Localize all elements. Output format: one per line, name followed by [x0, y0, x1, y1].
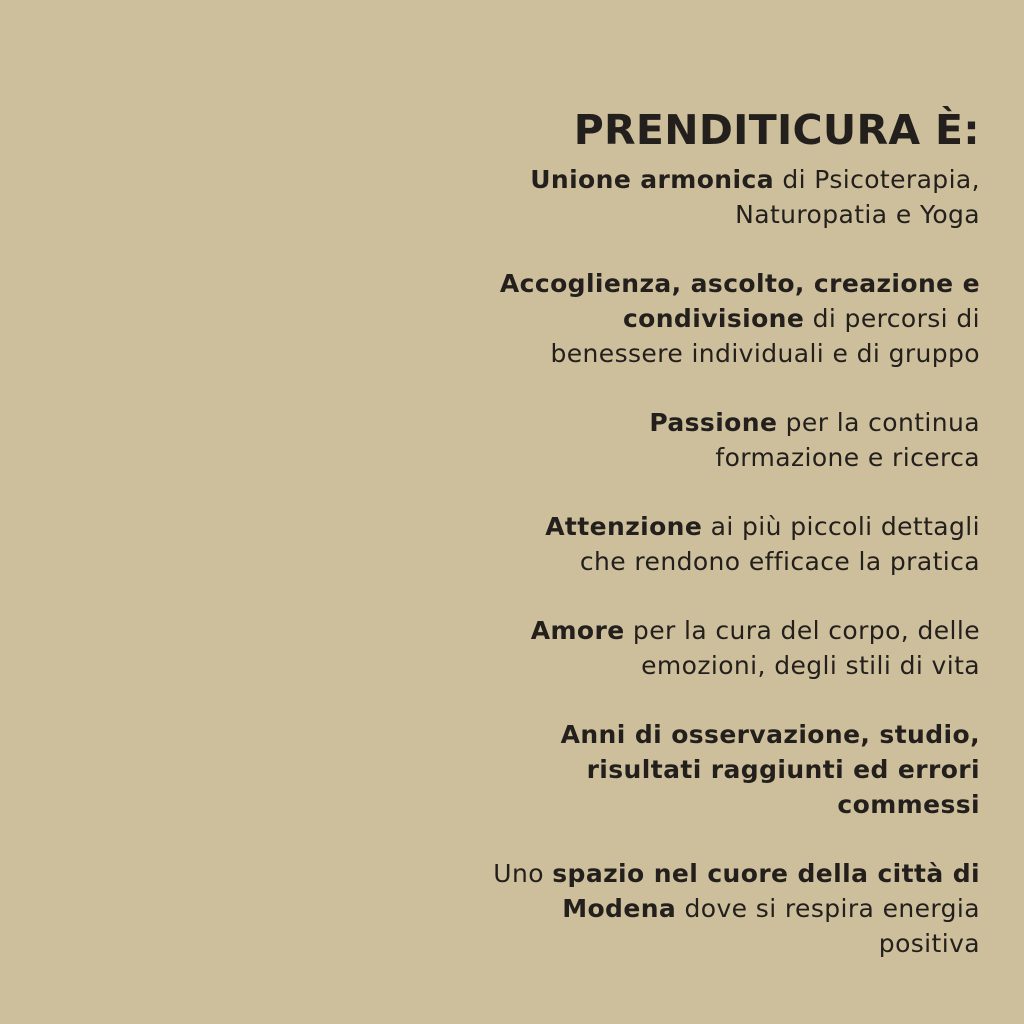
- regular-text: Uno: [493, 859, 553, 888]
- regular-text: formazione e ricerca: [715, 443, 980, 472]
- bold-text: Unione armonica: [530, 165, 774, 194]
- statement-line: [460, 856, 980, 891]
- statement-line: [460, 613, 980, 648]
- regular-text: per la cura del corpo, delle: [624, 616, 980, 645]
- bold-text: Modena: [562, 894, 677, 923]
- statement-item: [460, 613, 980, 683]
- regular-text: emozioni, degli stili di vita: [641, 651, 980, 680]
- bold-text: Passione: [649, 408, 778, 437]
- bold-text: Anni di osservazione, studio,: [560, 720, 980, 749]
- statement-item: [460, 509, 980, 579]
- regular-text: benessere individuali e di gruppo: [550, 339, 980, 368]
- bold-text: risultati raggiunti ed errori: [586, 755, 980, 784]
- statement-line: [460, 509, 980, 544]
- bold-text: spazio nel cuore della città di: [552, 859, 980, 888]
- statement-item: [460, 856, 980, 961]
- regular-text: per la continua: [777, 408, 980, 437]
- statement-line: [460, 440, 980, 475]
- statement-item: [460, 717, 980, 822]
- statement-line: [460, 336, 980, 371]
- regular-text: di percorsi di: [804, 304, 980, 333]
- statement-line: [460, 717, 980, 752]
- statement-line: [460, 405, 980, 440]
- statement-line: [460, 926, 980, 961]
- statement-line: [460, 787, 980, 822]
- statement-list: [460, 162, 980, 961]
- statement-line: [460, 752, 980, 787]
- regular-text: dove si respira energia: [676, 894, 980, 923]
- statement-line: [460, 648, 980, 683]
- regular-text: Naturopatia e Yoga: [735, 200, 980, 229]
- statement-line: [460, 197, 980, 232]
- regular-text: di Psicoterapia,: [773, 165, 980, 194]
- statement-item: [460, 266, 980, 371]
- regular-text: positiva: [878, 929, 980, 958]
- bold-text: Accoglienza, ascolto, creazione e: [499, 269, 980, 298]
- statement-line: [460, 266, 980, 301]
- statement-line: [460, 891, 980, 926]
- bold-text: condivisione: [622, 304, 805, 333]
- statement-line: [460, 162, 980, 197]
- bold-text: commessi: [837, 790, 980, 819]
- statement-item: [460, 162, 980, 232]
- regular-text: che rendono efficace la pratica: [579, 547, 980, 576]
- statement-line: [460, 301, 980, 336]
- statement-item: [460, 405, 980, 475]
- bold-text: Amore: [530, 616, 625, 645]
- statement-line: [460, 544, 980, 579]
- content-block: [460, 104, 980, 961]
- bold-text: Attenzione: [545, 512, 703, 541]
- regular-text: ai più piccoli dettagli: [702, 512, 980, 541]
- page-title: PRENDITICURA È:: [573, 106, 980, 154]
